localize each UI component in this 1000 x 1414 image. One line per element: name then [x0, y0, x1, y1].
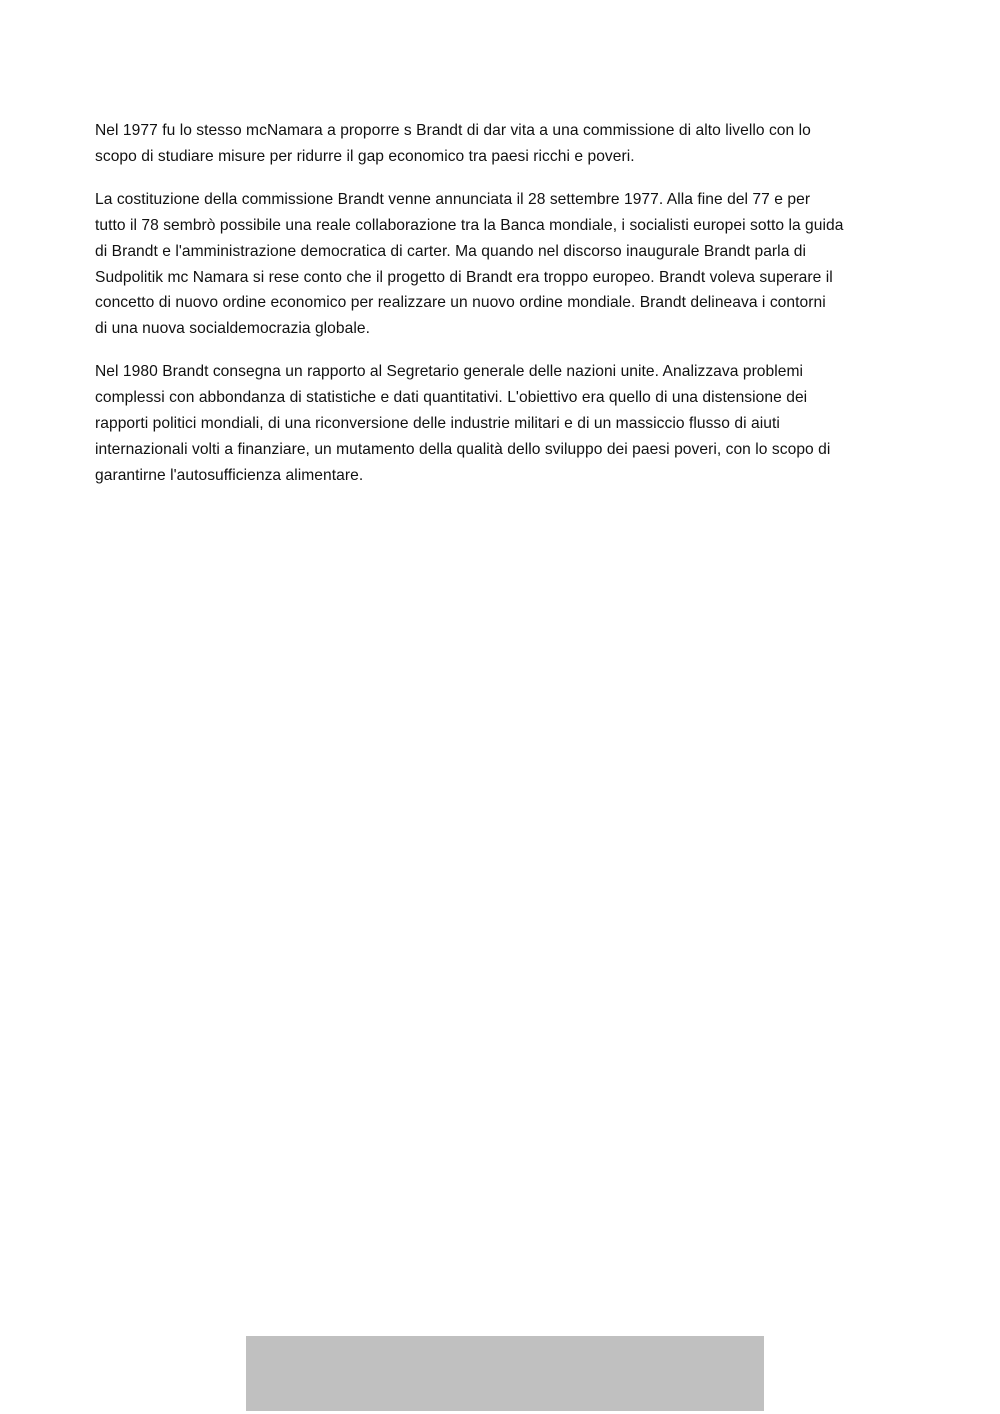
paragraph-3 [95, 359, 910, 489]
text-line: rapporti politici mondiali, di una riconversione delle industrie militari e di un massiccio flusso di aiuti [95, 415, 780, 433]
text-line: di una nuova socialdemocrazia globale. [95, 320, 370, 338]
text-line: tutto il 78 sembrò possibile una reale collaborazione tra la Banca mondiale, i socialisti europei sotto la guida [95, 216, 844, 234]
text-line: garantirne l'autosufficienza alimentare. [95, 466, 364, 484]
text-line: Sudpolitik mc Namara si rese conto che il progetto di Brandt era troppo europeo. Brandt voleva superare il [95, 268, 833, 286]
text-line: complessi con abbondanza di statistiche e dati quantitativi. L'obiettivo era quello di una distensione dei [95, 389, 808, 407]
text-line: di Brandt e l'amministrazione democratica di carter. Ma quando nel discorso inaugurale Brandt parla di [95, 242, 807, 260]
text-line: internazionali volti a finanziare, un mutamento della qualità dello sviluppo dei paesi poveri, con lo scopo di [95, 440, 831, 458]
text-line: La costituzione della commissione Brandt venne annunciata il 28 settembre 1977. Alla fine del 77 e per [95, 190, 811, 208]
paragraph-1 [95, 118, 910, 170]
text-line: concetto di nuovo ordine economico per realizzare un nuovo ordine mondiale. Brandt delineava i contorni [95, 294, 826, 312]
text-line: scopo di studiare misure per ridurre il gap economico tra paesi ricchi e poveri. [95, 147, 635, 165]
footer-placeholder-block [246, 1336, 764, 1411]
paragraph-2 [95, 187, 910, 342]
body-text [95, 118, 910, 506]
text-line: Nel 1977 fu lo stesso mcNamara a proporre s Brandt di dar vita a una commissione di alto livello con lo [95, 122, 811, 139]
text-line: Nel 1980 Brandt consegna un rapporto al Segretario generale delle nazioni unite. Analizzava problemi [95, 363, 804, 381]
